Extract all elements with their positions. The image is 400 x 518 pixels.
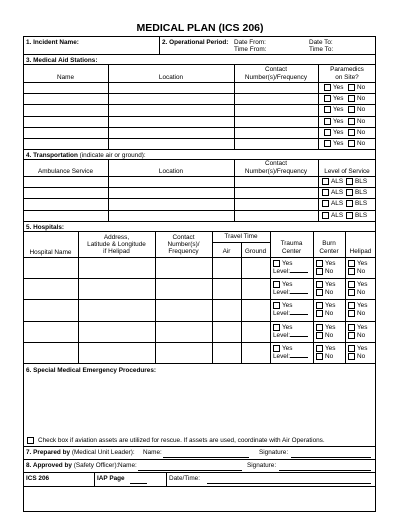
- s5-col-rule: [241, 242, 242, 363]
- footer-datetime-label: Date/Time:: [169, 475, 201, 482]
- s4-level-of-service-header: Level of Service: [324, 168, 370, 175]
- trauma-yes-checkbox[interactable]: [273, 345, 280, 352]
- yes-label: Yes: [357, 260, 368, 267]
- level-label: Level:: [273, 268, 291, 275]
- helipad-header: Helipad: [349, 248, 372, 255]
- s5-row-rule: [23, 299, 376, 300]
- s3-paramedics-header-2: on Site?: [335, 74, 359, 81]
- s3-row-rule: [23, 138, 376, 139]
- h-contact-header-1: Contact: [172, 234, 195, 241]
- burn-header-1: Burn: [322, 240, 336, 247]
- time-from-label: Time From:: [234, 46, 267, 53]
- prepared-name-label: Name:: [143, 449, 162, 456]
- helipad-yes-checkbox[interactable]: [348, 302, 355, 309]
- s3-contact-header-1: Contact: [264, 66, 288, 73]
- helipad-yes-checkbox[interactable]: [348, 324, 355, 331]
- burn-yes-checkbox[interactable]: [316, 281, 323, 288]
- prepared-name-line[interactable]: [163, 457, 249, 458]
- level-blank[interactable]: [290, 314, 308, 315]
- hospital-name-header: Hospital Name: [29, 249, 72, 256]
- burn-no-checkbox[interactable]: [316, 310, 323, 317]
- no-label: No: [357, 268, 366, 275]
- bls-checkbox[interactable]: [346, 189, 353, 196]
- s4-location-header: Location: [158, 168, 184, 175]
- date-to-label: Date To:: [309, 39, 333, 46]
- als-checkbox[interactable]: [322, 200, 329, 207]
- helipad-yes-checkbox[interactable]: [348, 281, 355, 288]
- paramedics-yes-checkbox[interactable]: [324, 95, 331, 102]
- paramedics-no-checkbox[interactable]: [348, 84, 355, 91]
- trauma-yes-checkbox[interactable]: [273, 302, 280, 309]
- prepared-signature-line[interactable]: [291, 457, 371, 458]
- approved-name-line[interactable]: [138, 470, 242, 471]
- helipad-no-checkbox[interactable]: [348, 332, 355, 339]
- helipad-yes-checkbox[interactable]: [348, 260, 355, 267]
- burn-yes-checkbox[interactable]: [316, 324, 323, 331]
- transportation-label-note: (indicate air or ground):: [77, 152, 146, 159]
- burn-no-checkbox[interactable]: [316, 268, 323, 275]
- helipad-no-checkbox[interactable]: [348, 310, 355, 317]
- s3-location-header: Location: [158, 74, 184, 81]
- yes-label: Yes: [333, 140, 344, 147]
- trauma-header-2: Center: [281, 248, 302, 255]
- yes-label: Yes: [357, 302, 368, 310]
- helipad-no-checkbox[interactable]: [348, 289, 355, 296]
- no-label: No: [325, 331, 334, 339]
- helipad-yes-checkbox[interactable]: [348, 345, 355, 352]
- yes-label: Yes: [325, 344, 336, 352]
- prepared-by-note: (Medical Unit Leader):: [70, 449, 135, 456]
- air-header: Air: [222, 248, 231, 255]
- s4-header-rule: [23, 176, 376, 177]
- ground-header: Ground: [244, 248, 267, 255]
- aviation-note: Check box if aviation assets are utilized for rescue. If assets are used, coordinate with Air Operations.: [38, 437, 325, 444]
- approved-by-bold: 8. Approved by: [26, 462, 72, 469]
- header-divider: [159, 36, 160, 54]
- burn-yes-checkbox[interactable]: [316, 302, 323, 309]
- footer-divider: [166, 472, 167, 486]
- paramedics-no-checkbox[interactable]: [348, 140, 355, 147]
- level-blank[interactable]: [290, 336, 308, 337]
- trauma-header-1: Trauma: [280, 240, 303, 247]
- trauma-level-field[interactable]: [273, 310, 308, 317]
- address-header-1: Address,: [103, 234, 130, 241]
- incident-name-label: 1. Incident Name:: [26, 39, 79, 46]
- no-label: No: [357, 95, 366, 103]
- yes-label: Yes: [325, 281, 336, 289]
- transportation-label: [26, 152, 146, 159]
- yes-label: Yes: [357, 323, 368, 331]
- yes-label: Yes: [333, 128, 344, 136]
- prepared-signature-label: Signature:: [259, 449, 289, 456]
- no-label: No: [357, 310, 366, 318]
- level-blank[interactable]: [290, 357, 308, 358]
- paramedics-yes-checkbox[interactable]: [324, 140, 331, 147]
- yes-label: Yes: [357, 281, 368, 289]
- als-checkbox[interactable]: [322, 212, 329, 219]
- no-label: No: [357, 331, 366, 339]
- level-label: Level:: [273, 331, 291, 339]
- s5-row-rule: [23, 278, 376, 279]
- prepared-by-bold: 7. Prepared by: [26, 449, 71, 456]
- bls-label: BLS: [355, 200, 368, 208]
- footer-form-id: ICS 206: [26, 475, 50, 482]
- section-rule: [23, 221, 376, 222]
- no-label: No: [357, 106, 366, 114]
- s4-row-rule: [23, 198, 376, 199]
- s3-paramedics-header-1: Paramedics: [330, 66, 364, 73]
- trauma-yes-checkbox[interactable]: [273, 281, 280, 288]
- yes-label: Yes: [325, 302, 336, 310]
- paramedics-yes-checkbox[interactable]: [324, 118, 331, 125]
- als-checkbox[interactable]: [322, 178, 329, 185]
- address-header-3: if Helipad: [103, 248, 130, 255]
- section-rule: [23, 472, 376, 473]
- s3-row-rule: [23, 116, 376, 117]
- no-label: No: [357, 84, 366, 91]
- no-label: No: [357, 128, 366, 136]
- s4-row-rule: [23, 187, 376, 188]
- level-blank[interactable]: [290, 272, 308, 273]
- burn-no-checkbox[interactable]: [316, 332, 323, 339]
- time-to-label: Time To:: [309, 46, 334, 53]
- aviation-checkbox[interactable]: [27, 437, 34, 444]
- paramedics-yes-checkbox[interactable]: [324, 84, 331, 91]
- trauma-level-field[interactable]: [273, 289, 308, 296]
- yes-label: Yes: [333, 84, 344, 91]
- yes-label: Yes: [325, 260, 336, 267]
- iap-page-line[interactable]: [130, 483, 147, 484]
- yes-label: Yes: [325, 323, 336, 331]
- paramedics-no-checkbox[interactable]: [348, 95, 355, 102]
- operational-period-label: 2. Operational Period:: [162, 39, 229, 46]
- section-rule: [23, 459, 376, 460]
- yes-label: Yes: [282, 281, 293, 289]
- yes-label: Yes: [333, 95, 344, 103]
- no-label: No: [357, 140, 366, 147]
- approved-by-label: [26, 462, 118, 469]
- section-rule: [23, 446, 376, 447]
- footer-rule: [23, 486, 376, 487]
- travel-time-header: Travel Time: [224, 233, 258, 240]
- s5-row-rule: [23, 342, 376, 343]
- trauma-level-field[interactable]: [273, 268, 308, 275]
- bls-checkbox[interactable]: [346, 200, 353, 207]
- s5-row-rule: [23, 321, 376, 322]
- yes-label: Yes: [357, 344, 368, 352]
- transportation-label-bold: 4. Transportation: [26, 152, 78, 159]
- s4-row-rule: [23, 210, 376, 211]
- bls-label: BLS: [355, 178, 368, 185]
- datetime-line[interactable]: [207, 483, 371, 484]
- form-title: MEDICAL PLAN (ICS 206): [136, 22, 264, 34]
- no-label: No: [325, 352, 334, 360]
- als-label: ALS: [331, 178, 344, 185]
- approved-by-note: (Safety Officer):: [71, 462, 119, 469]
- special-procedures-label: 6. Special Medical Emergency Procedures:: [26, 367, 157, 374]
- s4-contact-header-2: Number(s)/Frequency: [244, 168, 308, 175]
- helipad-no-checkbox[interactable]: [348, 353, 355, 360]
- s3-name-header: Name: [56, 74, 75, 81]
- level-label: Level:: [273, 352, 291, 360]
- burn-no-checkbox[interactable]: [316, 289, 323, 296]
- section-rule: [23, 54, 376, 55]
- als-label: ALS: [331, 200, 344, 208]
- trauma-level-field[interactable]: [273, 353, 308, 360]
- no-label: No: [357, 289, 366, 297]
- s3-contact-header-2: Number(s)/Frequency: [244, 74, 308, 81]
- trauma-yes-checkbox[interactable]: [273, 324, 280, 331]
- yes-label: Yes: [282, 260, 293, 267]
- bls-checkbox[interactable]: [346, 212, 353, 219]
- paramedics-yes-checkbox[interactable]: [324, 129, 331, 136]
- trauma-yes-checkbox[interactable]: [273, 260, 280, 267]
- trauma-level-field[interactable]: [273, 332, 308, 339]
- bls-checkbox[interactable]: [346, 178, 353, 185]
- medical-aid-stations-label: 3. Medical Aid Stations:: [26, 57, 98, 64]
- address-header-2: Latitude & Longitude: [87, 241, 146, 248]
- approved-signature-line[interactable]: [279, 470, 371, 471]
- als-label: ALS: [331, 189, 344, 197]
- section-rule: [23, 231, 376, 232]
- s3-row-rule: [23, 104, 376, 105]
- als-checkbox[interactable]: [322, 189, 329, 196]
- burn-yes-checkbox[interactable]: [316, 260, 323, 267]
- approved-signature-label: Signature:: [247, 462, 277, 469]
- h-contact-header-3: Frequency: [168, 248, 199, 255]
- s5-header-rule: [23, 257, 376, 258]
- footer-divider: [94, 472, 95, 486]
- s3-header-rule: [23, 82, 376, 83]
- paramedics-no-checkbox[interactable]: [348, 118, 355, 125]
- yes-label: Yes: [282, 323, 293, 331]
- yes-label: Yes: [282, 302, 293, 310]
- burn-no-checkbox[interactable]: [316, 353, 323, 360]
- bls-label: BLS: [355, 189, 368, 197]
- paramedics-no-checkbox[interactable]: [348, 129, 355, 136]
- helipad-no-checkbox[interactable]: [348, 268, 355, 275]
- section-rule: [23, 363, 376, 364]
- yes-label: Yes: [333, 106, 344, 114]
- no-label: No: [325, 268, 334, 275]
- als-label: ALS: [331, 211, 344, 219]
- level-blank[interactable]: [290, 293, 308, 294]
- approved-name-label: Name:: [118, 462, 137, 469]
- h-contact-header-2: Number(s)/: [167, 241, 200, 248]
- no-label: No: [357, 352, 366, 360]
- s3-row-rule: [23, 127, 376, 128]
- prepared-by-label: [26, 449, 135, 456]
- paramedics-no-checkbox[interactable]: [348, 106, 355, 113]
- burn-yes-checkbox[interactable]: [316, 345, 323, 352]
- yes-label: Yes: [333, 117, 344, 125]
- level-label: Level:: [273, 310, 291, 318]
- paramedics-yes-checkbox[interactable]: [324, 106, 331, 113]
- no-label: No: [357, 117, 366, 125]
- s4-ambulance-header: Ambulance Service: [37, 168, 94, 175]
- no-label: No: [325, 310, 334, 318]
- date-from-label: Date From:: [234, 39, 266, 46]
- s3-row-rule: [23, 93, 376, 94]
- yes-label: Yes: [282, 344, 293, 352]
- no-label: No: [325, 289, 334, 297]
- hospitals-label: 5. Hospitals:: [26, 224, 64, 231]
- section-rule: [23, 149, 376, 150]
- bls-label: BLS: [355, 211, 368, 219]
- footer-iap-page-label: IAP Page: [97, 475, 125, 482]
- level-label: Level:: [273, 289, 291, 297]
- burn-header-2: Center: [319, 248, 339, 255]
- s4-contact-header-1: Contact: [264, 160, 288, 167]
